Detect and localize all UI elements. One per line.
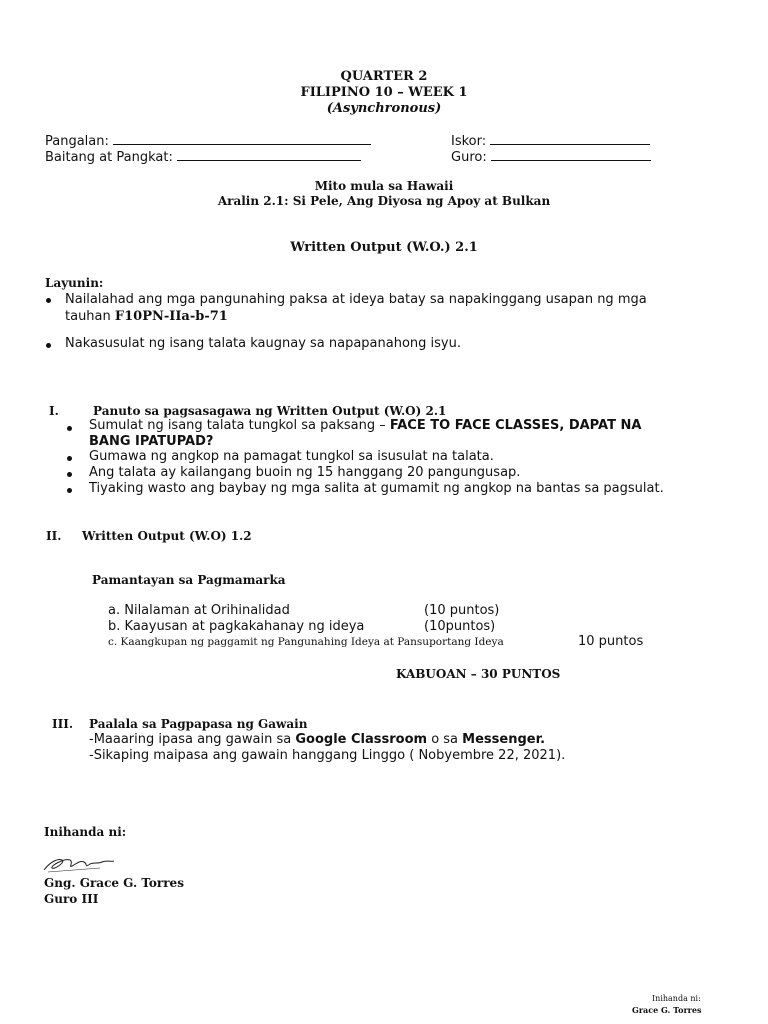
rubric-item-a-points: (10 puntos) — [424, 603, 500, 618]
bullet-icon — [46, 298, 51, 303]
section-3-numeral: III. — [52, 717, 74, 731]
bullet-icon — [67, 488, 72, 493]
rubric-item-c: c. Kaangkupan ng paggamit ng Pangunahing Ideya at Pansuportang Ideya — [108, 636, 504, 648]
aralin-title: Aralin 2.1: Si Pele, Ang Diyosa ng Apoy at Bulkan — [217, 194, 551, 208]
iskor-field[interactable] — [451, 132, 650, 149]
iskor-line — [490, 132, 650, 145]
pangalan-label: Pangalan: — [45, 134, 109, 149]
section-3-heading: Paalala sa Pagpapasa ng Gawain — [89, 717, 308, 731]
teacher-name: Gng. Grace G. Torres — [44, 876, 184, 890]
footer-prepared-small: Inihanda ni: — [652, 994, 701, 1003]
prepared-by-label: Inihanda ni: — [44, 825, 127, 839]
rubric-item-b-points: (10puntos) — [424, 619, 496, 634]
mode-label: (Asynchronous) — [326, 101, 442, 116]
quarter-title: QUARTER 2 — [340, 69, 428, 84]
baitang-field[interactable] — [45, 148, 361, 165]
section-3-line-1-text: -Maaaring ipasa ang gawain sa — [89, 732, 292, 747]
section-1-item-1-topic: FACE TO FACE CLASSES, DAPAT NA — [389, 418, 642, 433]
iskor-label: Iskor: — [451, 134, 487, 149]
guro-label: Guro: — [451, 150, 487, 165]
section-1-heading: Panuto sa pagsasagawa ng Written Output (W.O) 2.1 — [93, 404, 447, 418]
layunin-item-2: Nakasusulat ng isang talata kaugnay sa napapanahong isyu. — [65, 336, 461, 351]
bullet-icon — [46, 343, 51, 348]
rubric-item-b: b. Kaayusan at pagkakahanay ng ideya — [108, 619, 365, 634]
layunin-item-1-line-1: Nailalahad ang mga pangunahing paksa at ideya batay sa napakinggang usapan ng mga — [65, 292, 647, 307]
guro-field[interactable] — [451, 148, 651, 165]
layunin-heading: Layunin: — [45, 276, 104, 290]
pangalan-field[interactable] — [45, 132, 371, 149]
section-1-item-3: Ang talata ay kailangang buoin ng 15 hanggang 20 pangungusap. — [89, 465, 521, 480]
section-2-heading: Written Output (W.O) 1.2 — [82, 529, 252, 543]
section-1-item-1-topic-cont: BANG IPATUPAD? — [89, 434, 214, 449]
rubric-item-c-points: 10 puntos — [578, 634, 644, 649]
baitang-line — [177, 148, 361, 161]
layunin-code: F10PN-IIa-b-71 — [114, 309, 228, 324]
subject-title: FILIPINO 10 – WEEK 1 — [300, 85, 468, 100]
total-score: KABUOAN – 30 PUNTOS — [396, 667, 561, 681]
layunin-item-1-line-2 — [65, 309, 228, 324]
messenger-label: Messenger. — [462, 732, 546, 747]
output-title: Written Output (W.O.) 2.1 — [290, 240, 478, 255]
section-3-line-1-or: o sa — [431, 732, 459, 747]
baitang-label: Baitang at Pangkat: — [45, 150, 173, 165]
footer-name-small: Grace G. Torres — [632, 1005, 702, 1015]
section-1-item-1 — [89, 418, 641, 433]
section-3-line-1 — [89, 732, 545, 747]
section-1-item-4: Tiyaking wasto ang baybay ng mga salita at gumamit ng angkop na bantas sa pagsulat. — [89, 481, 664, 496]
section-1-item-1-text: Sumulat ng isang talata tungkol sa paksang – — [89, 418, 386, 433]
teacher-position: Guro III — [44, 892, 99, 906]
guro-line — [491, 148, 651, 161]
bullet-icon — [67, 456, 72, 461]
rubric-item-a: a. Nilalaman at Orihinalidad — [108, 603, 290, 618]
bullet-icon — [67, 426, 72, 431]
bullet-icon — [67, 472, 72, 477]
section-2-numeral: II. — [46, 529, 62, 543]
section-3-line-2: -Sikaping maipasa ang gawain hanggang Linggo ( Nobyembre 22, 2021). — [89, 748, 566, 763]
lesson-title: Mito mula sa Hawaii — [314, 179, 454, 193]
signature — [40, 852, 120, 876]
layunin-tauhan: tauhan — [65, 309, 111, 324]
rubric-title: Pamantayan sa Pagmamarka — [92, 573, 286, 587]
google-classroom-label: Google Classroom — [295, 732, 428, 747]
pangalan-line — [113, 132, 371, 145]
section-1-numeral: I. — [49, 404, 59, 418]
section-1-item-2: Gumawa ng angkop na pamagat tungkol sa isusulat na talata. — [89, 449, 494, 464]
